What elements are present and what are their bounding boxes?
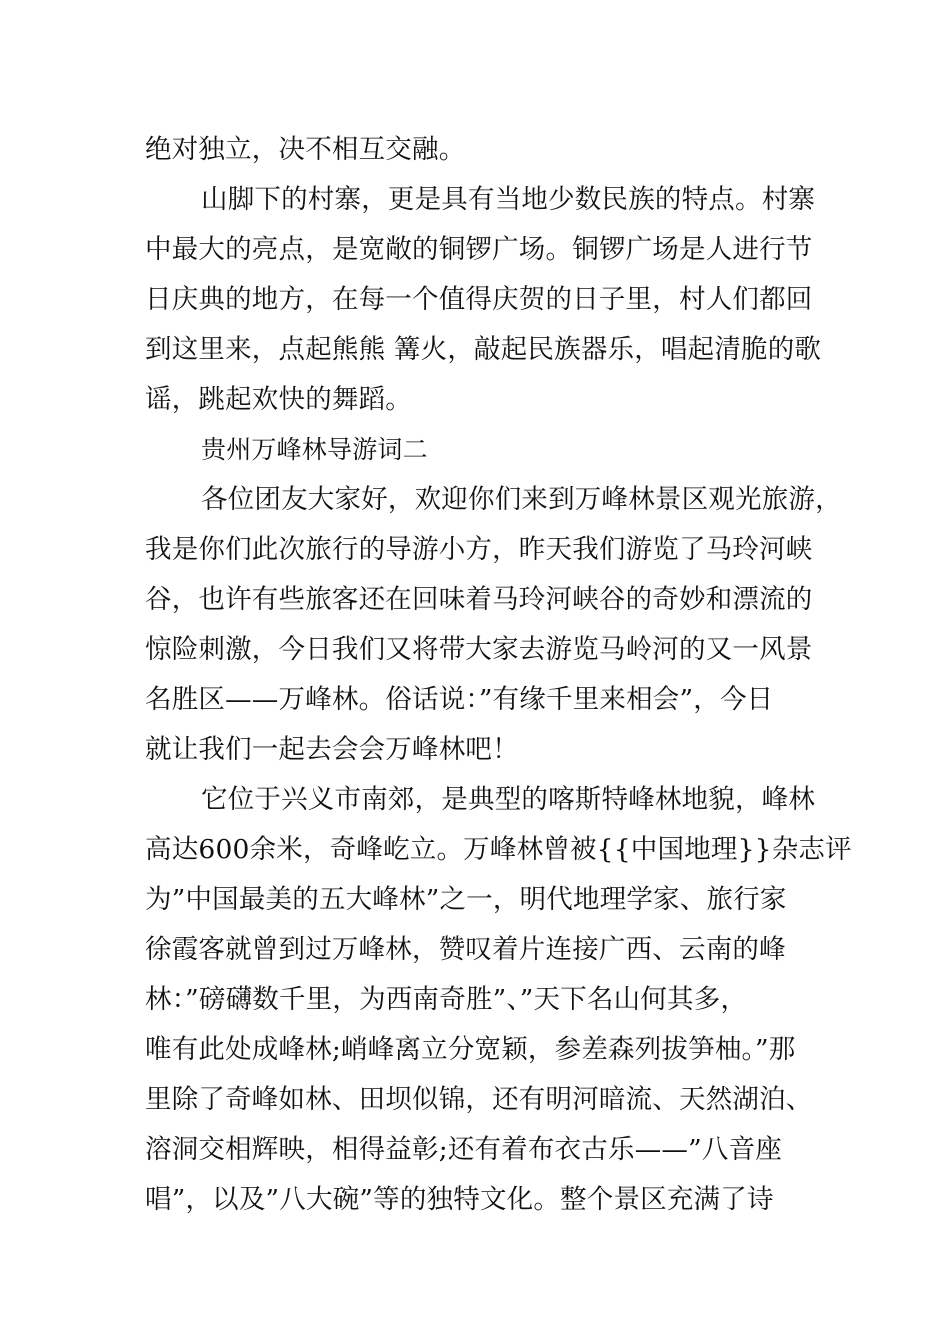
text-line: 林：”磅礴数千里，为西南奇胜”、”天下名山何其多，: [145, 984, 748, 1015]
text-line: 谣，跳起欢快的舞蹈。: [145, 384, 412, 415]
text-line: 中最大的亮点，是宽敞的铜锣广场。铜锣广场是人进行节: [145, 234, 813, 265]
text-line: 绝对独立，决不相互交融。: [145, 134, 466, 165]
section-heading: 贵州万峰林导游词二: [201, 435, 428, 464]
text-line: 谷，也许有些旅客还在回味着马玲河峡谷的奇妙和漂流的: [145, 584, 813, 615]
text-line: 为”中国最美的五大峰林”之一，明代地理学家、旅行家: [145, 884, 787, 915]
text-line: 日庆典的地方，在每一个值得庆贺的日子里，村人们都回: [145, 284, 813, 315]
text-line: 溶洞交相辉映，相得益彰;还有着布衣古乐——”八音座: [145, 1134, 782, 1165]
text-line: 里除了奇峰如林、田坝似锦，还有明河暗流、天然湖泊、: [145, 1084, 813, 1115]
paragraph-start-line: 各位团友大家好，欢迎你们来到万峰林景区观光旅游，: [201, 484, 842, 515]
text-line: 唯有此处成峰林;峭峰离立分宽颖，参差森列拔笋柚。”那: [145, 1034, 796, 1065]
text-line: 我是你们此次旅行的导游小方，昨天我们游览了马玲河峡: [145, 534, 813, 565]
text-line: 唱”，以及”八大碗”等的独特文化。整个景区充满了诗: [145, 1184, 774, 1215]
text-line: 徐霞客就曾到过万峰林，赞叹着片连接广西、云南的峰: [145, 934, 786, 965]
text-line: 名胜区——万峰林。俗话说：”有缘千里来相会”，今日: [145, 684, 774, 715]
text-line: 高达600余米，奇峰屹立。万峰林曾被{{中国地理}}杂志评: [145, 834, 852, 865]
text-line: 到这里来，点起熊熊 篝火，敲起民族器乐，唱起清脆的歌: [145, 334, 822, 365]
text-line: 就让我们一起去会会万峰林吧！: [145, 734, 519, 765]
paragraph-start-line: 山脚下的村寨，更是具有当地少数民族的特点。村寨: [201, 184, 816, 215]
text-line: 惊险刺激，今日我们又将带大家去游览马岭河的又一风景: [145, 634, 813, 665]
paragraph-start-line: 它位于兴义市南郊，是典型的喀斯特峰林地貌，峰林: [201, 784, 816, 815]
document-body: [145, 125, 852, 1225]
